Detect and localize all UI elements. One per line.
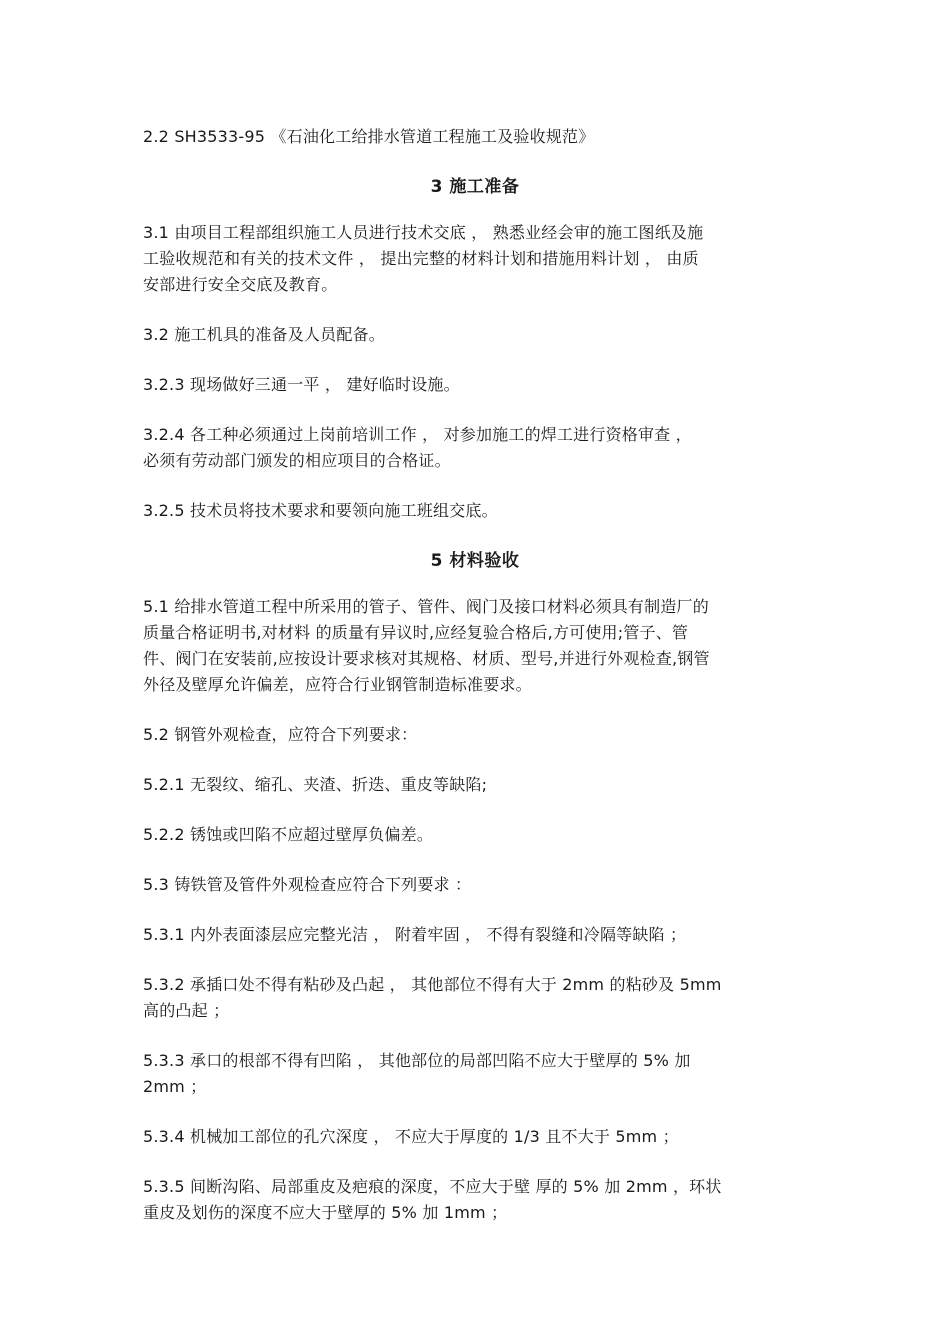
paragraph [143,772,807,798]
text-line: 3.2.5 技术员将技术要求和要领向施工班组交底。 [143,501,498,520]
text-line: 5.3 铸铁管及管件外观检查应符合下列要求 ： [143,875,472,894]
paragraph [143,922,807,948]
text-line: 2mm ； [143,1077,207,1096]
paragraph [143,1048,807,1100]
text-line: 重皮及划伤的深度不应大于壁厚的 5% 加 1mm ； [143,1203,508,1222]
paragraph [143,372,807,398]
document-page [143,124,807,1250]
paragraph [143,972,807,1024]
text-line: 5.1 给排水管道工程中所采用的管子、管件、阀门及接口材料必须具有制造厂的 [143,597,709,616]
text-line: 3.2.4 各工种必须通过上岗前培训工作 ， 对参加施工的焊工进行资格审查 ， [143,425,692,444]
text-line: 5.3.2 承插口处不得有粘砂及凸起 ， 其他部位不得有大于 2mm 的粘砂及 5mm [143,975,722,994]
text-line: 5.2 钢管外观检查，应符合下列要求： [143,725,418,744]
text-line: 5.2.2 锈蚀或凹陷不应超过壁厚负偏差。 [143,825,433,844]
text-line: 质量合格证明书,对材料 的质量有异议时,应经复验合格后,方可使用;管子、管 [143,623,689,642]
text-line: 5.3.3 承口的根部不得有凹陷 ， 其他部位的局部凹陷不应大于壁厚的 5% 加 [143,1051,691,1070]
text-line: 2.2 SH3533-95 《石油化工给排水管道工程施工及验收规范》 [143,127,595,146]
text-line: 5.2.1 无裂纹、缩孔、夹渣、折迭、重皮等缺陷; [143,775,488,794]
text-line: 5.3.4 机械加工部位的孔穴深度 ， 不应大于厚度的 1/3 且不大于 5mm ； [143,1127,679,1146]
text-line: 件、阀门在安装前,应按设计要求核对其规格、材质、型号,并进行外观检查,钢管 [143,649,710,668]
text-line: 3.2.3 现场做好三通一平 ， 建好临时设施。 [143,375,460,394]
text-line: 3.1 由项目工程部组织施工人员进行技术交底 ， 熟悉业经会审的施工图纸及施 [143,223,704,242]
text-line: 5.3.1 内外表面漆层应完整光洁 ， 附着牢固 ， 不得有裂缝和冷隔等缺陷 ； [143,925,687,944]
paragraph [143,422,807,474]
paragraph [143,872,807,898]
paragraph [143,322,807,348]
paragraph [143,124,807,150]
paragraph [143,594,807,698]
text-line: 必须有劳动部门颁发的相应项目的合格证。 [143,451,451,470]
section-heading [143,174,807,200]
paragraph [143,822,807,848]
text-line: 外径及壁厚允许偏差，应符合行业钢管制造标准要求。 [143,675,532,694]
paragraph [143,498,807,524]
text-line: 5.3.5 间断沟陷、局部重皮及疤痕的深度，不应大于壁 厚的 5% 加 2mm ，环状 [143,1177,722,1196]
text-line: 安部进行安全交底及教育。 [143,275,338,294]
section-heading [143,548,807,574]
paragraph [143,220,807,298]
text-line: 工验收规范和有关的技术文件 ， 提出完整的材料计划和措施用料计划 ， 由质 [143,249,699,268]
text-line: 高的凸起 ； [143,1001,230,1020]
text-line: 5 材料验收 [430,551,520,571]
text-line: 3 施工准备 [430,177,520,197]
paragraph [143,722,807,748]
text-line: 3.2 施工机具的准备及人员配备。 [143,325,385,344]
paragraph [143,1174,807,1226]
paragraph [143,1124,807,1150]
